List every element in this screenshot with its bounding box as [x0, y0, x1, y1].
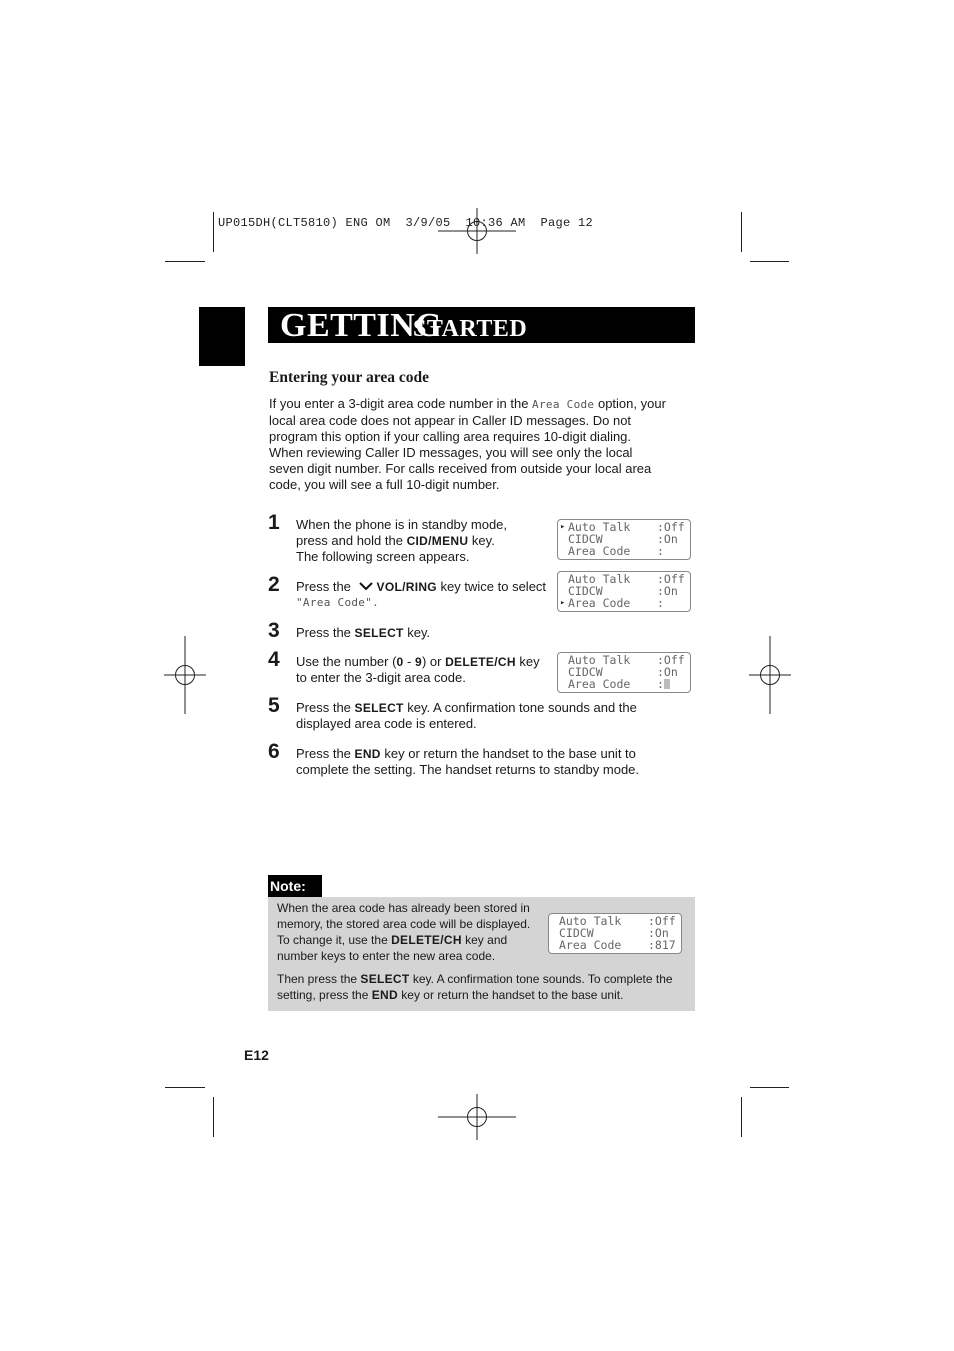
crop-mark: [213, 1097, 214, 1137]
crop-mark: [165, 261, 205, 262]
key-label: SELECT: [354, 626, 404, 640]
key-label: SELECT: [360, 972, 410, 986]
section-banner: [268, 307, 695, 343]
registration-mark-icon: [438, 208, 516, 254]
intro-paragraph: If you enter a 3-digit area code number in the Area Code option, your local area code does not appear in Caller ID messages. Do not program this option if your calling area requires 10-digit dialing. When reviewing Caller ID messages, you will see only the local seven digit number. For calls received from outside your local area code, you will see a full 10-digit number.: [269, 396, 666, 492]
key-label: VOL/RING: [376, 580, 437, 594]
step-number: 5: [268, 694, 280, 717]
key-label: DELETE/CH: [445, 655, 516, 669]
step-text: When the phone is in standby mode, press and hold the CID/MENU key. The following screen appears.: [296, 517, 508, 564]
chevron-down-icon: [359, 581, 375, 591]
banner-title: GETTING: [280, 307, 443, 344]
step-text: Press the SELECT key. A confirmation tone sounds and the displayed area code is entered.: [296, 700, 637, 731]
step-text: Press the SELECT key.: [296, 625, 431, 640]
note-text: Then press the SELECT key. A confirmation tone sounds. To complete the setting, press the END key or return the handset to the base unit.: [277, 972, 673, 1002]
note-text: When the area code has already been stored in memory, the stored area code will be displayed. To change it, use the DELETE/CH key and number keys to enter the new area code.: [277, 901, 531, 963]
step-text: Press the END key or return the handset to the base unit to complete the setting. The handset returns to standby mode.: [296, 746, 640, 777]
lcd-screen: Auto Talk :Off CIDCW :On Area Code :: [557, 652, 691, 693]
crop-mark: [750, 261, 789, 262]
key-label: CID/MENU: [406, 534, 469, 548]
page-number: E12: [244, 1047, 269, 1063]
lcd-text-inline: Area Code: [532, 398, 595, 411]
step-number: 3: [268, 619, 280, 642]
registration-mark-icon: [164, 636, 206, 714]
banner-subtitle: STARTED: [413, 316, 528, 342]
key-label: SELECT: [354, 701, 404, 715]
key-label: DELETE/CH: [391, 933, 462, 947]
key-label: 9: [414, 655, 422, 669]
section-heading: Entering your area code: [269, 369, 430, 386]
cursor-arrow-icon: ▸: [560, 598, 566, 608]
registration-mark-icon: [749, 636, 791, 714]
lcd-text-inline: "Area Code".: [296, 596, 380, 609]
note-label: Note:: [268, 875, 322, 897]
lcd-screen: ▸ Auto Talk :Off CIDCW :On Area Code :: [557, 519, 691, 560]
registration-mark-icon: [438, 1094, 516, 1140]
key-label: END: [354, 747, 381, 761]
crop-mark: [750, 1087, 789, 1088]
step-text: Press the VOL/RING key twice to select "Area Code".: [296, 579, 547, 609]
step-number: 1: [268, 511, 280, 534]
block-cursor-icon: [664, 679, 670, 689]
section-tab: [199, 307, 245, 366]
key-label: END: [371, 988, 398, 1002]
lcd-screen: Auto Talk :Off CIDCW :On ▸ Area Code :: [557, 571, 691, 612]
crop-mark: [741, 212, 742, 252]
step-number: 2: [268, 573, 280, 596]
step-number: 6: [268, 740, 280, 763]
step-text: Use the number (0 - 9) or DELETE/CH key to enter the 3-digit area code.: [296, 654, 540, 685]
crop-mark: [213, 212, 214, 252]
crop-mark: [165, 1087, 205, 1088]
crop-mark: [741, 1097, 742, 1137]
cursor-arrow-icon: ▸: [560, 522, 566, 532]
key-label: 0: [396, 655, 404, 669]
step-number: 4: [268, 648, 280, 671]
print-slug: UP015DH(CLT5810) ENG OM 3/9/05 10:36 AM Page 12: [218, 216, 594, 230]
lcd-screen: Auto Talk :Off CIDCW :On Area Code :817: [548, 913, 682, 954]
